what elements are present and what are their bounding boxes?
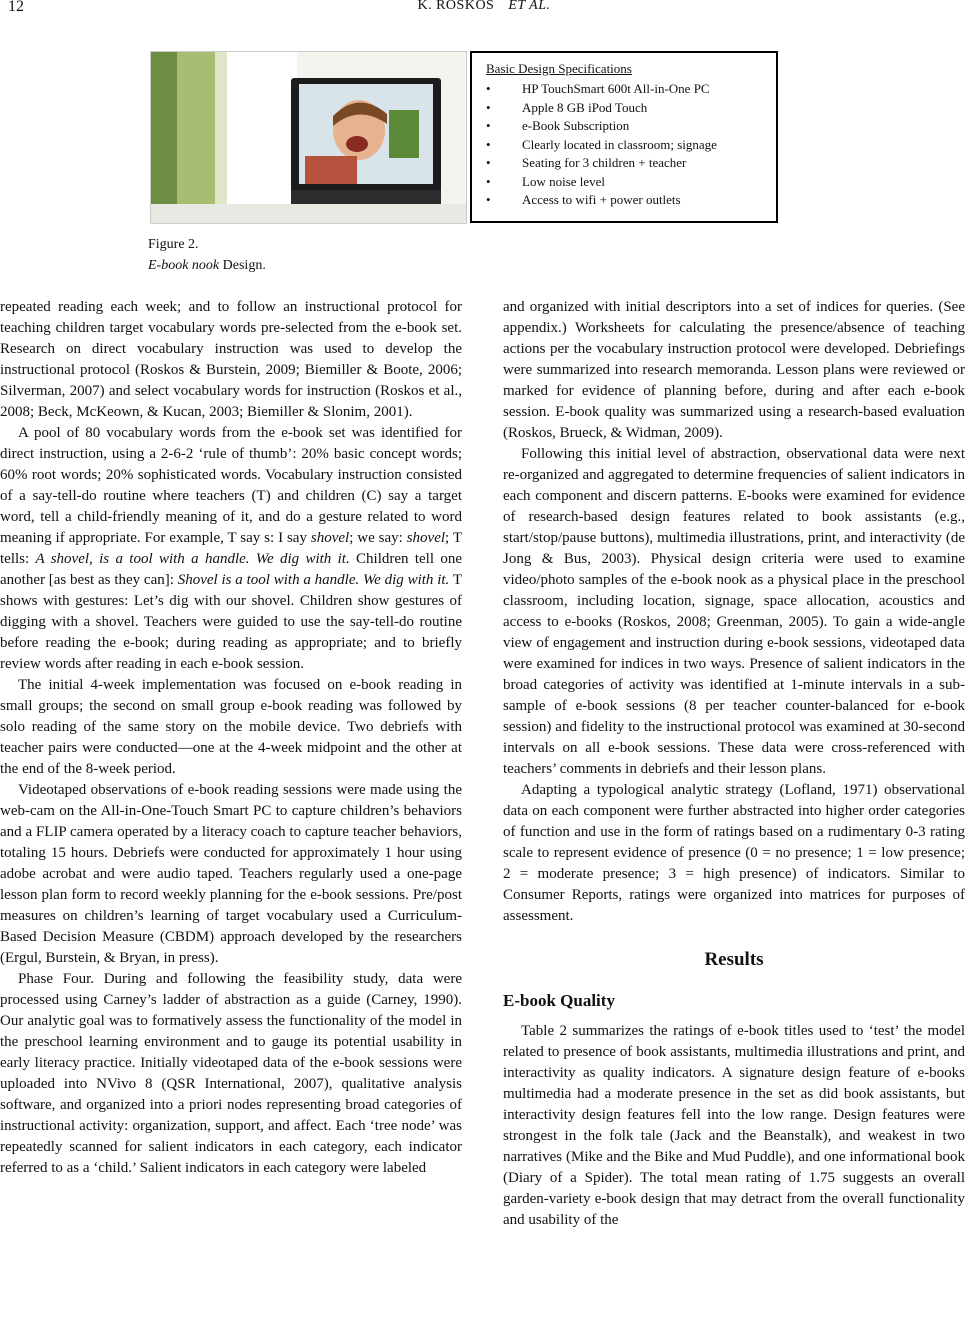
bullet-icon: • [486, 136, 491, 152]
bullet-icon: • [486, 99, 491, 115]
bullet-icon: • [486, 118, 491, 133]
bullet-icon: • [486, 155, 491, 170]
design-specifications-box [470, 51, 778, 223]
spec-item: • Apple 8 GB iPod Touch [486, 99, 717, 118]
specs-list [486, 80, 717, 210]
spec-item: • e-Book Subscription [486, 117, 717, 136]
spec-item: • Access to wifi + power outlets [486, 191, 717, 210]
section-heading: Results [704, 949, 764, 970]
figure-caption: E-book nook Design. [148, 258, 266, 273]
paragraph: and organized with initial descriptors into a set of indices for queries. (See appendix.) Worksheets for calculating the presence/absence of teaching actions per the vocabulary instruction protocol were developed. Debriefings were summarized into research memoranda. Lesson plans were reviewed or marked for evidence of planning before, during and after each e-book session. E-book quality was summarized using a research-based evaluation (Roskos, Brueck, & Widman, 2009). [503, 299, 965, 441]
spec-item: • Seating for 3 children + teacher [486, 154, 717, 173]
header-author: K. ROSKOS [417, 0, 495, 13]
header-et-al: ET AL. [508, 0, 551, 13]
paragraph: Following this initial level of abstraction, observational data were next re-organized and aggregated to determine frequencies of salient indicators in each component and discern patterns. E-books were examined for evidence of research-based design features related to book assistants (e.g., start/stop/pause buttons), multimedia illustrations, print, and interactivity (de Jong & Bus, 2003). Physical design criteria were used to examine video/photo samples of the e-book nook as a physical place in the preschool classroom, including location, signage, space allocation, acoustics and access to e-books (Roskos, 2008; Greenman, 2005). To gain a wide-angle view of engagement and instruction during e-book sessions, videotaped data were examined for indices in two ways. Presence of salient indicators in the broad categories of activity was identified at 1-minute intervals in a sub-sample of e-book sessions (8 per teacher counter-balanced for e-book session) and fidelity to the instructional protocol was examined at 30-second intervals on all e-book sessions. These data were cross-referenced with teachers’ comments in debriefs and their lesson plans. [503, 446, 965, 777]
spec-item: • HP TouchSmart 600t All-in-One PC [486, 80, 717, 99]
bullet-icon: • [486, 81, 491, 96]
running-header [0, 0, 968, 14]
bullet-icon: • [486, 173, 491, 189]
paragraph: Phase Four. During and following the feasibility study, data were processed using Carney’s ladder of abstraction as a guide (Carney, 1990). Our analytic goal was to formatively assess the functionality of the model in the preschool learning environment and to gauge its potential usability in early literacy practice. Initially videotaped data of the e-book sessions were uploaded into NVivo 8 (QSR International, 2007), qualitative analysis software, and organized into a priori nodes representing broad categories of instructional activity: organization, support, and affect. Each ‘tree node’ was repeatedly scanned for salient indicators in each category, each indicator referred to as a ‘child.’ Salient indicators in each category were labeled [0, 971, 462, 1176]
paragraph: repeated reading each week; and to follow an instructional protocol for teaching children target vocabulary words pre-selected from the e-book set. Research on direct vocabulary instruction was used to develop the instructional protocol (Roskos & Burstein, 2009; Biemiller & Boote, 2006; Silverman, 2007) and select vocabulary words for instruction (Roskos et al., 2008; Beck, McKeown, & Kucan, 2003; Biemiller & Slonim, 2001). [0, 299, 462, 420]
figure-label: Figure 2. [148, 237, 199, 252]
ebook-nook-photo [151, 52, 466, 223]
subsection-heading: E-book Quality [503, 991, 615, 1010]
paragraph: The initial 4-week implementation was focused on e-book reading in small groups; the second on small group e-book reading was followed by solo reading of the same story on the mobile device. Two debriefs with teacher pairs were conducted—one at the 4-week midpoint and the other at the end of the 8-week period. [0, 677, 462, 777]
paragraph: Adapting a typological analytic strategy (Lofland, 1971) observational data on each component were further abstracted into higher order categories of function and use in the form of ratings based on a rudimentary 0-3 rating scale to represent evidence of presence (0 = no presence; 1 = low presence; 2 = moderate presence; 3 = high presence) of indicators. Similar to Consumer Reports, ratings were organized into matrices for purposes of assessment. [503, 782, 965, 924]
right-column [503, 297, 965, 1231]
specs-title: Basic Design Specifications [486, 61, 632, 76]
left-column [0, 297, 462, 1179]
paragraph: Videotaped observations of e-book reading sessions were made using the web-cam on the All-in-One-Touch Smart PC to capture children’s behaviors and a FLIP camera operated by a literacy coach to capture teacher behaviors, totaling 15 hours. Debriefs were conducted for approximately 1 hour using adobe acrobat and were audio taped. Teachers regularly used a one-page lesson plan form to record weekly planning for the e-book sessions. Pre/post measures on children’s learning of target vocabulary used a Curriculum-Based Decision Measure (CBDM) approach developed by the researchers (Ergul, Burstein, & Bryan, in press). [0, 782, 462, 966]
spec-item: • Clearly located in classroom; signage [486, 136, 717, 155]
spec-item: • Low noise level [486, 173, 717, 192]
bullet-icon: • [486, 192, 491, 207]
page-number: 12 [8, 0, 24, 15]
paragraph: A pool of 80 vocabulary words from the e-book set was identified for direct instruction, using a 2-6-2 ‘rule of thumb’: 20% basic concept words; 60% root words; 20% sophisticated words. Vocabulary instruction consisted of a say-tell-do routine where teachers (T) and children (C) say a target word, tell a child-friendly meaning of it, and do a gesture related to word meaning if appropriate. For example, T say s: I say shovel; we say: shovel; T tells: A shovel, is a tool with a handle. We dig with it. Children tell one another [as best as they can]: Shovel is a tool with a handle. We dig with it. T shows with gestures: Let’s dig with our shovel. Children show gestures of digging with a shovel. Teachers were guided to use the say-tell-do routine before reading the e-book; during reading as appropriate; and to briefly review words after reading in each e-book session. [0, 425, 462, 672]
paragraph: Table 2 summarizes the ratings of e-book titles used to ‘test’ the model related to presence of book assistants, multimedia illustrations and print, and interactivity as quality indicators. A signature design feature of e-books multimedia had a moderate presence in the set as did book assistants, but interactivity design features fell into the low range. Design features were strongest in the folk tale (Jack and the Beanstalk), and weakest in two narratives (Mike and the Bike and Mud Puddle), and one informational book (Diary of a Spider). The total mean rating of 1.75 suggests an overall garden-variety e-book design that may detract from the overall functionality and usability of the [503, 1023, 965, 1228]
figure-photo [150, 51, 467, 224]
